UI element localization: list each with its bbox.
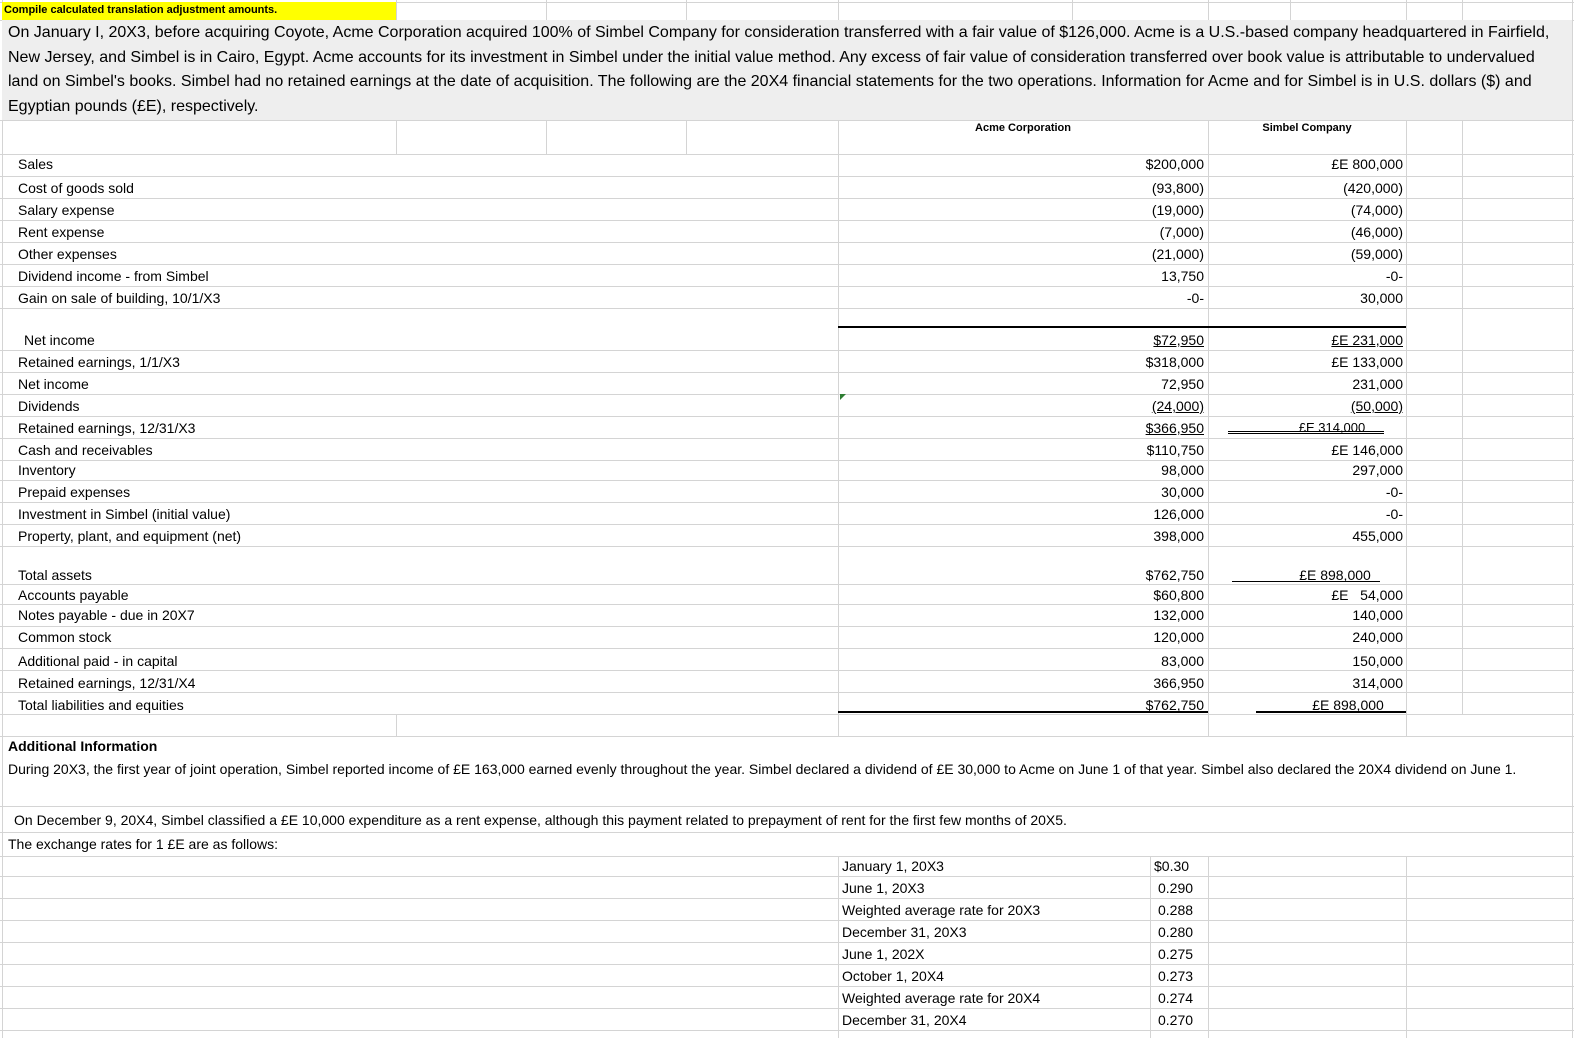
simbel-value: 30,000 [1360,290,1403,306]
simbel-value: £E 314,000 [1298,420,1366,435]
problem-title: Compile calculated translation adjustment amounts. [4,4,278,16]
acme-value: 120,000 [1153,629,1204,645]
subtotal-rule [1208,326,1406,328]
rate-label: Weighted average rate for 20X3 [842,902,1041,918]
simbel-value: 231,000 [1352,376,1403,392]
row-label-cogs: Cost of goods sold [18,180,134,196]
row-label-apic: Additional paid - in capital [18,653,178,669]
simbel-value: (59,000) [1350,246,1403,262]
simbel-value: -0- [1385,506,1403,522]
simbel-value: (74,000) [1350,202,1403,218]
acme-value: $762,750 [1145,567,1204,583]
total-rule [1256,711,1406,713]
row-label-net-income-2: Net income [18,376,89,392]
simbel-value: 150,000 [1352,653,1403,669]
additional-info-paragraph-1: During 20X3, the first year of joint operation, Simbel reported income of £E 163,000 earned evenly throughout the year. Simbel declared a dividend of £E 30,000 to Acme on June 1 of that year. Simbel also declared the 20X4 dividend on June 1. [8,761,1517,777]
row-label-net-income: Net income [24,332,95,348]
rate-value: 0.273 [1158,968,1194,984]
rate-label: December 31, 20X4 [842,1012,967,1028]
rate-value: 0.288 [1158,902,1194,918]
additional-info-heading: Additional Information [8,738,158,754]
simbel-value: 314,000 [1352,675,1403,691]
simbel-value: (420,000) [1343,180,1403,196]
row-label-other: Other expenses [18,246,117,262]
acme-value: $762,750 [1145,697,1204,713]
rate-value: 0.275 [1158,946,1194,962]
double-rule [1228,431,1384,434]
simbel-value: 455,000 [1352,528,1403,544]
row-label-re-x4: Retained earnings, 12/31/X4 [18,675,196,691]
acme-value: (24,000) [1151,398,1204,414]
row-label-total-assets: Total assets [18,567,92,583]
row-label-common-stock: Common stock [18,629,112,645]
row-label-gain: Gain on sale of building, 10/1/X3 [18,290,221,306]
simbel-value: £E 133,000 [1331,354,1403,370]
simbel-value: £E 898,000 [1312,697,1384,713]
row-label-re-end: Retained earnings, 12/31/X3 [18,420,196,436]
row-label-sales: Sales [18,156,54,172]
rate-label: June 1, 20X3 [842,880,925,896]
acme-value: 98,000 [1161,462,1204,478]
acme-value: $110,750 [1146,442,1204,458]
row-label-prepaid: Prepaid expenses [18,484,131,500]
intro-paragraph: On January I, 20X3, before acquiring Coyote, Acme Corporation acquired 100% of Simbel Company for consideration transferred with a fair value of $126,000. Acme is a U.S.-based company headquartered in Fairfield, New Jersey, and Simbel is in Cairo, Egypt. Acme accounts for its investment in Simbel under the initial value method. Any excess of fair value of consideration transferred over book value is attributable to undervalued land on Simbel's books. Simbel had no retained earnings at the date of acquisition. The following are the 20X4 financial statements for the two operations. Information for Acme and for Simbel is in U.S. dollars ($) and Egyptian pounds (£E), respectively. [8,24,1550,115]
row-label-salary: Salary expense [18,202,115,218]
row-label-inventory: Inventory [18,462,76,478]
total-rule [1232,581,1380,582]
rate-value: 0.274 [1158,990,1194,1006]
additional-info-paragraph-3: The exchange rates for 1 £E are as follows: [8,836,279,852]
rate-value: 0.280 [1158,924,1194,940]
simbel-value: (46,000) [1350,224,1403,240]
simbel-value: (50,000) [1350,398,1403,414]
rate-value: 0.270 [1158,1012,1194,1028]
total-rule [838,711,1208,713]
acme-value: 126,000 [1153,506,1204,522]
acme-value: $366,950 [1145,420,1204,436]
acme-value: $72,950 [1153,332,1204,348]
acme-value: 366,950 [1153,675,1204,691]
acme-value: $200,000 [1145,156,1204,172]
row-label-accounts-payable: Accounts payable [18,587,129,603]
row-label-re-begin: Retained earnings, 1/1/X3 [18,354,180,370]
acme-value: (19,000) [1151,202,1204,218]
simbel-value: £E 898,000 [1299,567,1371,583]
row-label-ppe: Property, plant, and equipment (net) [18,528,242,544]
row-label-dividends: Dividends [18,398,80,414]
rate-value: 0.290 [1158,880,1194,896]
simbel-value: £E 146,000 [1331,442,1403,458]
rate-label: June 1, 202X [842,946,925,962]
acme-value: $60,800 [1153,587,1204,603]
acme-column-header: Acme Corporation [975,122,1071,134]
rate-label: December 31, 20X3 [842,924,967,940]
simbel-value: 297,000 [1352,462,1403,478]
simbel-value: £E 54,000 [1331,587,1403,603]
acme-value: (21,000) [1151,246,1204,262]
row-label-total-le: Total liabilities and equities [18,697,184,713]
subtotal-rule [838,326,1208,328]
acme-value: 72,950 [1161,376,1204,392]
acme-value: 83,000 [1161,653,1204,669]
simbel-value: -0- [1385,484,1403,500]
rate-label: October 1, 20X4 [842,968,944,984]
acme-value: 132,000 [1153,607,1204,623]
row-label-investment: Investment in Simbel (initial value) [18,506,231,522]
row-label-rent: Rent expense [18,224,105,240]
cell-comment-indicator [840,394,846,400]
rate-label: Weighted average rate for 20X4 [842,990,1041,1006]
acme-value: -0- [1186,290,1204,306]
acme-value: $318,000 [1145,354,1204,370]
simbel-value: 140,000 [1352,607,1403,623]
simbel-value: £E 231,000 [1331,332,1403,348]
acme-value: (93,800) [1151,180,1204,196]
row-label-notes-payable: Notes payable - due in 20X7 [18,607,195,623]
acme-value: (7,000) [1159,224,1204,240]
simbel-value: 240,000 [1352,629,1403,645]
row-label-dividend-income: Dividend income - from Simbel [18,268,209,284]
row-label-cash: Cash and receivables [18,442,153,458]
acme-value: 13,750 [1161,268,1204,284]
rate-value: $0.30 [1154,858,1190,874]
simbel-column-header: Simbel Company [1262,122,1352,134]
acme-value: 398,000 [1153,528,1204,544]
acme-value: 30,000 [1161,484,1204,500]
additional-info-paragraph-2: On December 9, 20X4, Simbel classified a £E 10,000 expenditure as a rent expense, although this payment related to prepayment of rent for the first few months of 20X5. [14,812,1067,828]
simbel-value: £E 800,000 [1331,156,1403,172]
rate-label: January 1, 20X3 [842,858,944,874]
simbel-value: -0- [1385,268,1403,284]
